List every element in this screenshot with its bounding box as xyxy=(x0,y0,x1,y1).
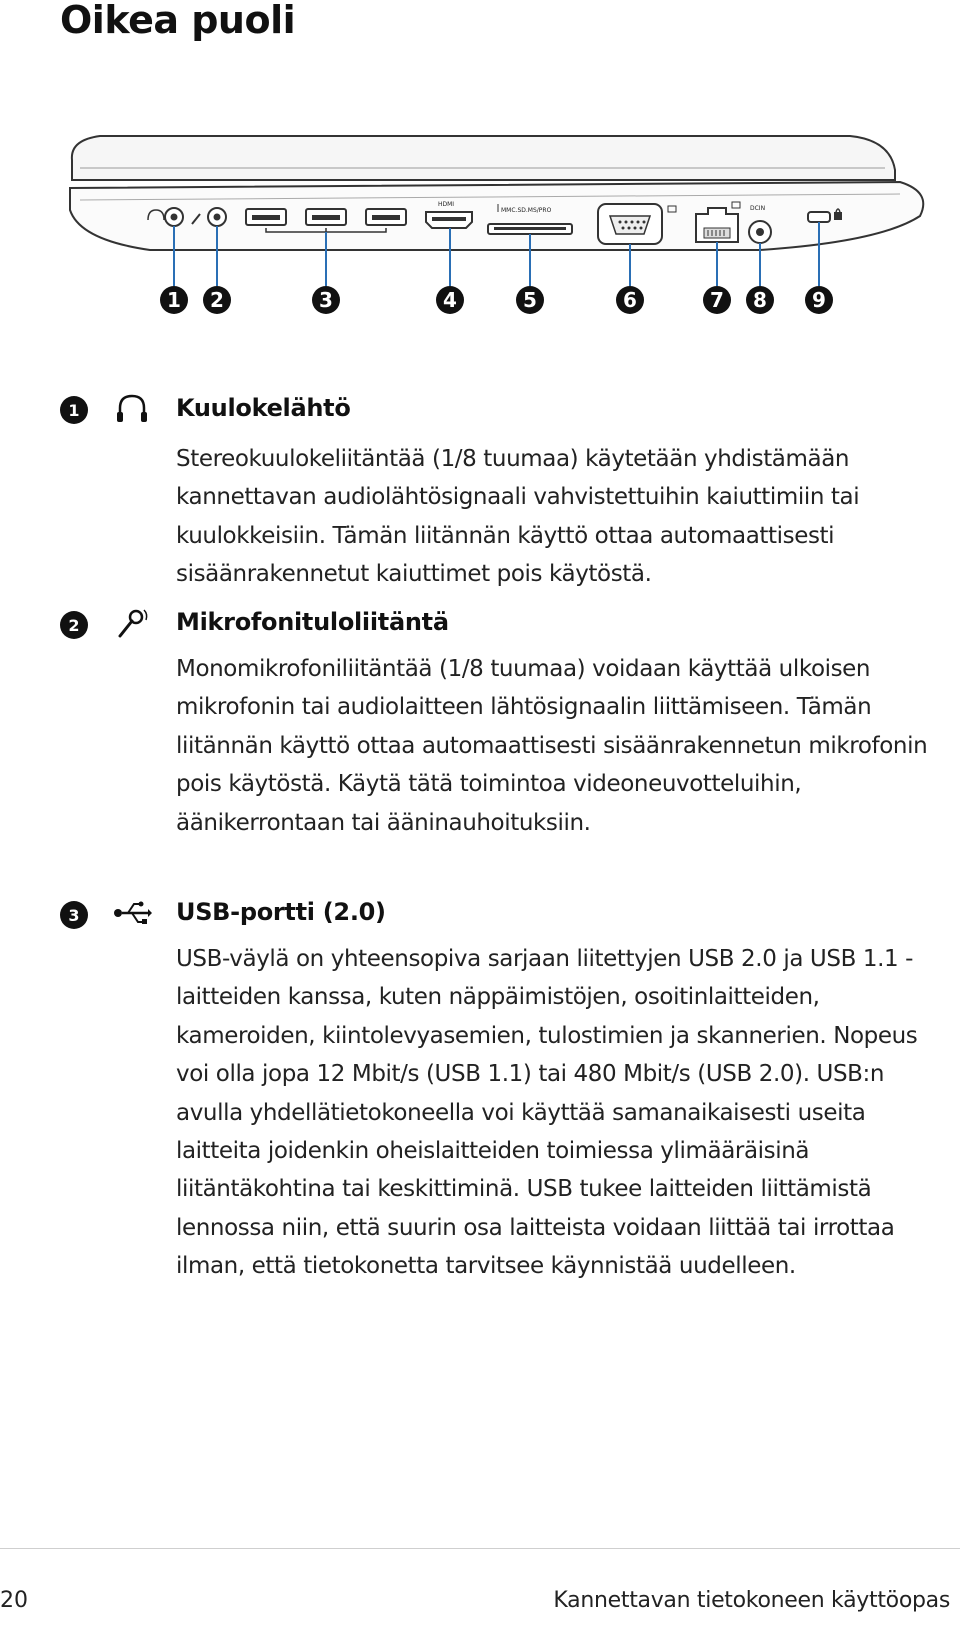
usb-icon xyxy=(112,896,152,930)
svg-text:4: 4 xyxy=(443,288,457,312)
callout-marker-9 xyxy=(805,286,833,314)
svg-text:7: 7 xyxy=(710,288,724,312)
item-body-headphone: Stereokuulokeliitäntää (1/8 tuumaa) käytetään yhdistämään kannettavan audiolähtösignaali vahvistettuihin kaiuttimiin tai kuulokkeisiin. Tämän liitännän käyttö ottaa automaattisesti sisäänrakennetut kaiuttimet pois käytöstä. xyxy=(176,446,860,588)
microphone-icon xyxy=(112,606,152,640)
footer-divider xyxy=(0,1548,960,1549)
svg-text:2: 2 xyxy=(210,288,224,312)
laptop-right-side-illustration xyxy=(60,120,960,350)
callout-marker-1 xyxy=(160,286,188,314)
item-body-usb: USB-väylä on yhteensopiva sarjaan liitettyjen USB 2.0 ja USB 1.1 -laitteiden kanssa, kuten näppäimistöjen, osoitinlaitteiden, kameroiden, kiintolevyasemien, tulostimien ja skannerien. Nopeus voi olla jopa 12 Mbit/s (USB 1.1) tai 480 Mbit/s (USB 2.0). USB:n avulla yhdellätietokoneella voi käyttää samanaikaisesti useita laitteita joidenkin oheislaitteiden toimiessa ylimääräisinä liitäntäkohtina tai keskittiminä. USB tukee laitteiden liittämistä lennossa niin, että suurin osa laitteista voidaan liittää tai irrottaa ilman, että tietokonetta tarvitsee käynnistää uudelleen. xyxy=(176,946,918,1280)
svg-text:MMC.SD.MS/PRO: MMC.SD.MS/PRO xyxy=(501,207,552,214)
callout-marker-8 xyxy=(746,286,774,314)
callout-marker-5 xyxy=(516,286,544,314)
svg-text:1: 1 xyxy=(167,288,181,312)
item-number-3: 3 xyxy=(60,901,88,929)
callout-marker-6 xyxy=(616,286,644,314)
callout-marker-7 xyxy=(703,286,731,314)
item-heading-microphone: Mikrofonituloliitäntä xyxy=(176,608,449,636)
item-number-1: 1 xyxy=(60,396,88,424)
callout-marker-4 xyxy=(436,286,464,314)
svg-text:9: 9 xyxy=(812,288,826,312)
svg-text:DCIN: DCIN xyxy=(750,205,766,212)
svg-text:HDMI: HDMI xyxy=(438,201,455,208)
page-title: Oikea puoli xyxy=(60,0,296,42)
item-body-microphone: Monomikrofoniliitäntää (1/8 tuumaa) voidaan käyttää ulkoisen mikrofonin tai audiolaitteen lähtösignaalin liittämiseen. Tämän liitännän käyttö ottaa automaattisesti sisäänrakennetun mikrofonin pois käytöstä. Käytä tätä toimintoa videoneuvotteluihin, äänikerrontaan tai ääninauhoituksiin. xyxy=(176,656,928,836)
svg-text:3: 3 xyxy=(319,288,333,312)
svg-text:5: 5 xyxy=(523,288,537,312)
headphone-icon xyxy=(112,392,152,426)
item-heading-headphone: Kuulokelähtö xyxy=(176,394,351,422)
item-number-2: 2 xyxy=(60,611,88,639)
footer-page-number: 20 xyxy=(0,1588,28,1613)
svg-text:8: 8 xyxy=(753,288,767,312)
callout-marker-2 xyxy=(203,286,231,314)
item-heading-usb: USB-portti (2.0) xyxy=(176,898,386,926)
svg-text:6: 6 xyxy=(623,288,637,312)
footer-manual-title: Kannettavan tietokoneen käyttöopas xyxy=(553,1588,950,1613)
callout-marker-3 xyxy=(312,286,340,314)
